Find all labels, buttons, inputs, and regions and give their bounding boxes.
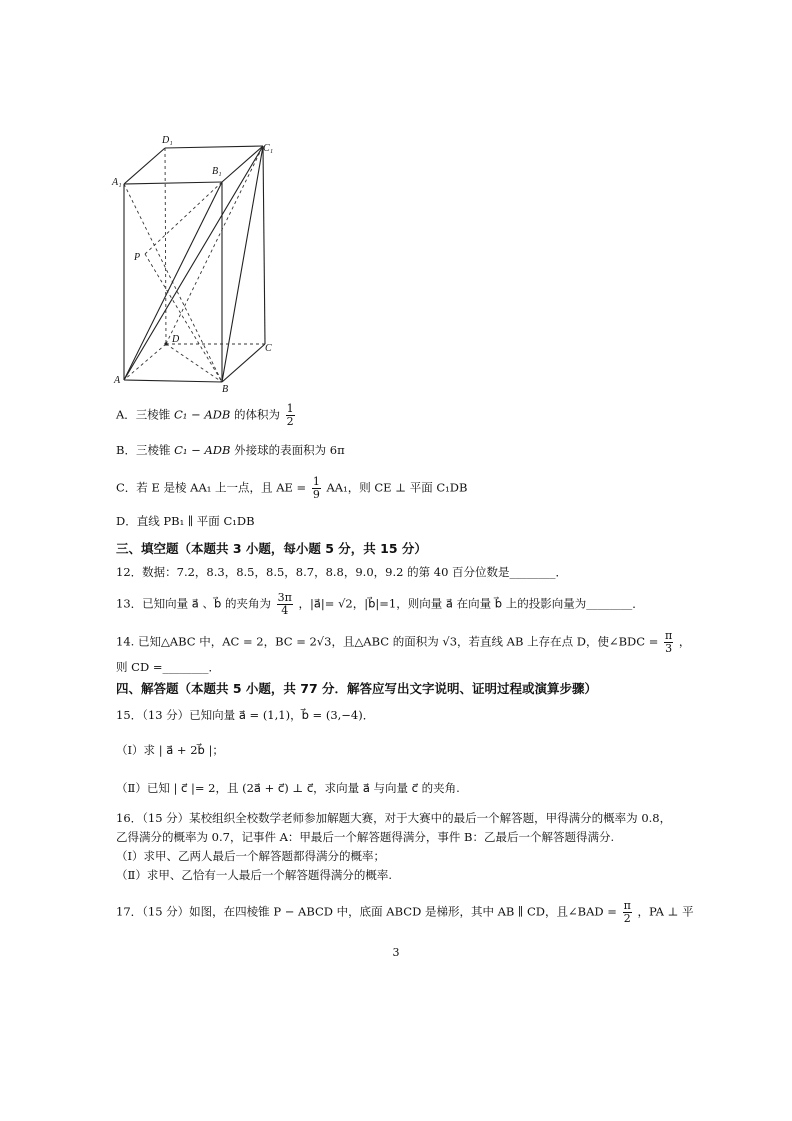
edge-d1-a1 <box>124 148 165 184</box>
question-14: 14. 已知△ABC 中，AC = 2，BC = 2√3，且△ABC 的面积为 √3，若直线 AB 上存在点 D，使∠BDC = $\frac{\pi}{3}$ ， <box>116 629 691 655</box>
fraction: $\frac{3\pi}{4}$ <box>277 591 292 617</box>
label-c1: C₁ <box>263 143 274 154</box>
question-15-part2: （Ⅱ）已知 | c⃗ |= 2，且 (2a⃗ + c⃗) ⊥ c⃗，求向量 a⃗ 与向量 c⃗ 的夹角. <box>116 781 460 795</box>
fraction: $\frac{1}{9}$ <box>312 475 320 501</box>
question-15-part1: （Ⅰ）求 | a⃗ + 2b⃗ |； <box>116 743 224 757</box>
label-d: D <box>172 334 180 345</box>
question-16-line1: 16．（15 分）某校组织全校数学老师参加解题大赛，对于大赛中的最后一个解答题，甲得满分的概率为 0.8， <box>116 811 672 825</box>
option-d: D．直线 PB₁ ∥ 平面 C₁DB <box>116 514 255 528</box>
page-number: 3 <box>392 946 400 959</box>
edge-a1-b1 <box>124 182 222 184</box>
question-15-stem: 15．（13 分）已知向量 a⃗ = (1,1)，b⃗ = (3,−4)． <box>116 708 375 722</box>
option-b: B．三棱锥 C₁ − ADB 外接球的表面积为 6π <box>116 443 345 457</box>
fraction: $\frac{\pi}{3}$ <box>665 629 673 655</box>
question-16-part2: （Ⅱ）求甲、乙恰有一人最后一个解答题得满分的概率. <box>116 868 392 882</box>
line-a1-b <box>124 184 222 382</box>
label-b1: B₁ <box>212 166 222 177</box>
edge-d-a <box>124 344 166 380</box>
section-solve: 四、解答题（本题共 5 小题，共 77 分．解答应写出文字说明、证明过程或演算步骤） <box>116 681 598 696</box>
option-a: A．三棱锥 C₁ − ADB 的体积为 $\frac{1}{2}$ <box>116 402 294 428</box>
fraction: $\frac{\pi}{2}$ <box>623 899 631 925</box>
question-13: 13．已知向量 a⃗ 、b⃗ 的夹角为 $\frac{3\pi}{4}$ ，|a⃗|= √2，|b⃗|=1，则向量 a⃗ 在向量 b⃗ 上的投影向量为________． <box>116 591 644 617</box>
line-p-b1 <box>145 182 222 254</box>
option-c: C．若 E 是棱 AA₁ 上一点，且 AE = $\frac{1}{9}$ AA₁，则 CE ⊥ 平面 C₁DB <box>116 475 468 501</box>
edge-b-c <box>222 344 265 382</box>
label-a: A <box>114 375 121 386</box>
edge-c-c1 <box>263 146 265 344</box>
question-16-line2: 乙得满分的概率为 0.7，记事件 A：甲最后一个解答题得满分，事件 B：乙最后一个解答题得满分. <box>116 830 615 844</box>
question-17: 17．（15 分）如图，在四棱锥 P − ABCD 中，底面 ABCD 是梯形，其中 AB ∥ CD，且∠BAD = $\frac{\pi}{2}$ ，PA ⊥ 平 <box>116 899 694 925</box>
label-d1: D₁ <box>162 135 173 146</box>
label-a1: A₁ <box>112 177 122 188</box>
question-12: 12．数据：7.2，8.3，8.5，8.5，8.7，8.8，9.0，9.2 的第 40 百分位数是________． <box>116 565 568 579</box>
edge-b1-c1 <box>222 146 263 182</box>
line-a-b1-ish <box>124 182 222 380</box>
line-d-b <box>166 344 222 382</box>
edge-c1-d1 <box>165 146 263 148</box>
label-b: B <box>222 384 229 392</box>
label-c: C <box>265 343 272 354</box>
question-16-part1: （Ⅰ）求甲、乙两人最后一个解答题都得满分的概率； <box>116 849 386 863</box>
label-p: P <box>134 252 141 263</box>
edge-d-d1 <box>165 148 166 344</box>
section-fill-blank: 三、填空题（本题共 3 小题，每小题 5 分，共 15 分） <box>116 541 427 556</box>
prism-figure <box>108 130 288 392</box>
question-14-line2: 则 CD =________． <box>116 660 220 674</box>
edge-a-b <box>124 380 222 382</box>
fraction: $\frac{1}{2}$ <box>286 402 294 428</box>
line-p-b <box>145 254 222 382</box>
